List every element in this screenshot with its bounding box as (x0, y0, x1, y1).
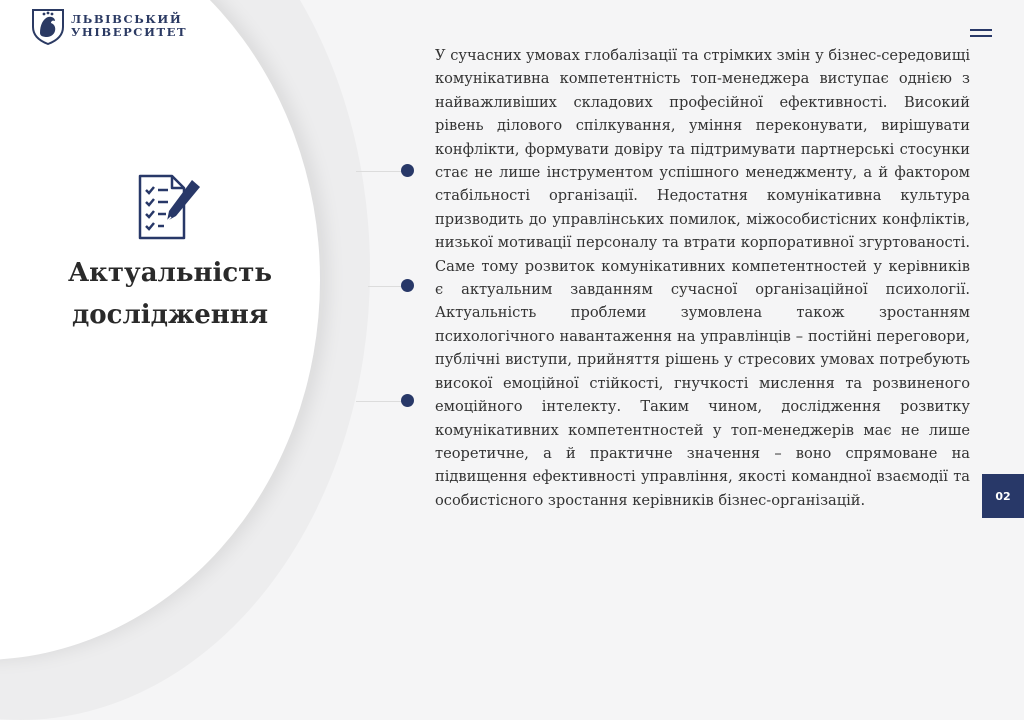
timeline-dot-1 (401, 164, 414, 177)
university-logo[interactable] (30, 7, 187, 45)
title-line-2: дослідження (71, 300, 269, 330)
clipboard-checklist-pen-icon (136, 172, 206, 242)
hamburger-menu-icon[interactable] (970, 29, 992, 41)
logo-text (71, 13, 187, 39)
logo-line-1: ЛЬВІВСЬКИЙ (71, 12, 183, 26)
slide-title (40, 252, 300, 336)
title-line-1: Актуальність (67, 258, 273, 288)
timeline-dot-2 (401, 279, 414, 292)
timeline-dot-3 (401, 394, 414, 407)
lion-crest-icon (30, 7, 66, 45)
body-paragraph: У сучасних умовах глобалізації та стрімких змін у бізнес-середовищі комунікативна компетентність топ-менеджера виступає однією з найважливіших складових професійної ефективності. Високий рівень ділового спілкування, уміння переконувати, вирішувати конфлікти, формувати довіру та підтримувати партнерські стосунки стає не лише інструментом успішного менеджменту, а й фактором стабільності організації. Недостатня комунікативна культура призводить до управлінських помилок, міжособистісних конфліктів, низької мотивації персоналу та втрати корпоративної згуртованості. Саме тому розвиток комунікативних компетентностей у керівників є актуальним завданням сучасної організаційної психології. Актуальність проблеми зумовлена також зростанням психологічного навантаження на управлінців – постійні переговори, публічні виступи, прийняття рішень у стресових умовах потребують високої емоційної стійкості, гнучкості мислення та розвиненого емоційного інтелекту. Таким чином, дослідження розвитку комунікативних компетентностей у топ-менеджерів має не лише теоретичне, а й практичне значення – воно спрямоване на підвищення ефективності управління, якості командної взаємодії та особистісного зростання керівників бізнес-організацій. (435, 47, 970, 509)
page-number-badge: 02 (982, 474, 1024, 518)
connector-line-3 (356, 401, 406, 402)
logo-line-2: УНІВЕРСИТЕТ (71, 25, 188, 39)
connector-line-1 (356, 171, 406, 172)
